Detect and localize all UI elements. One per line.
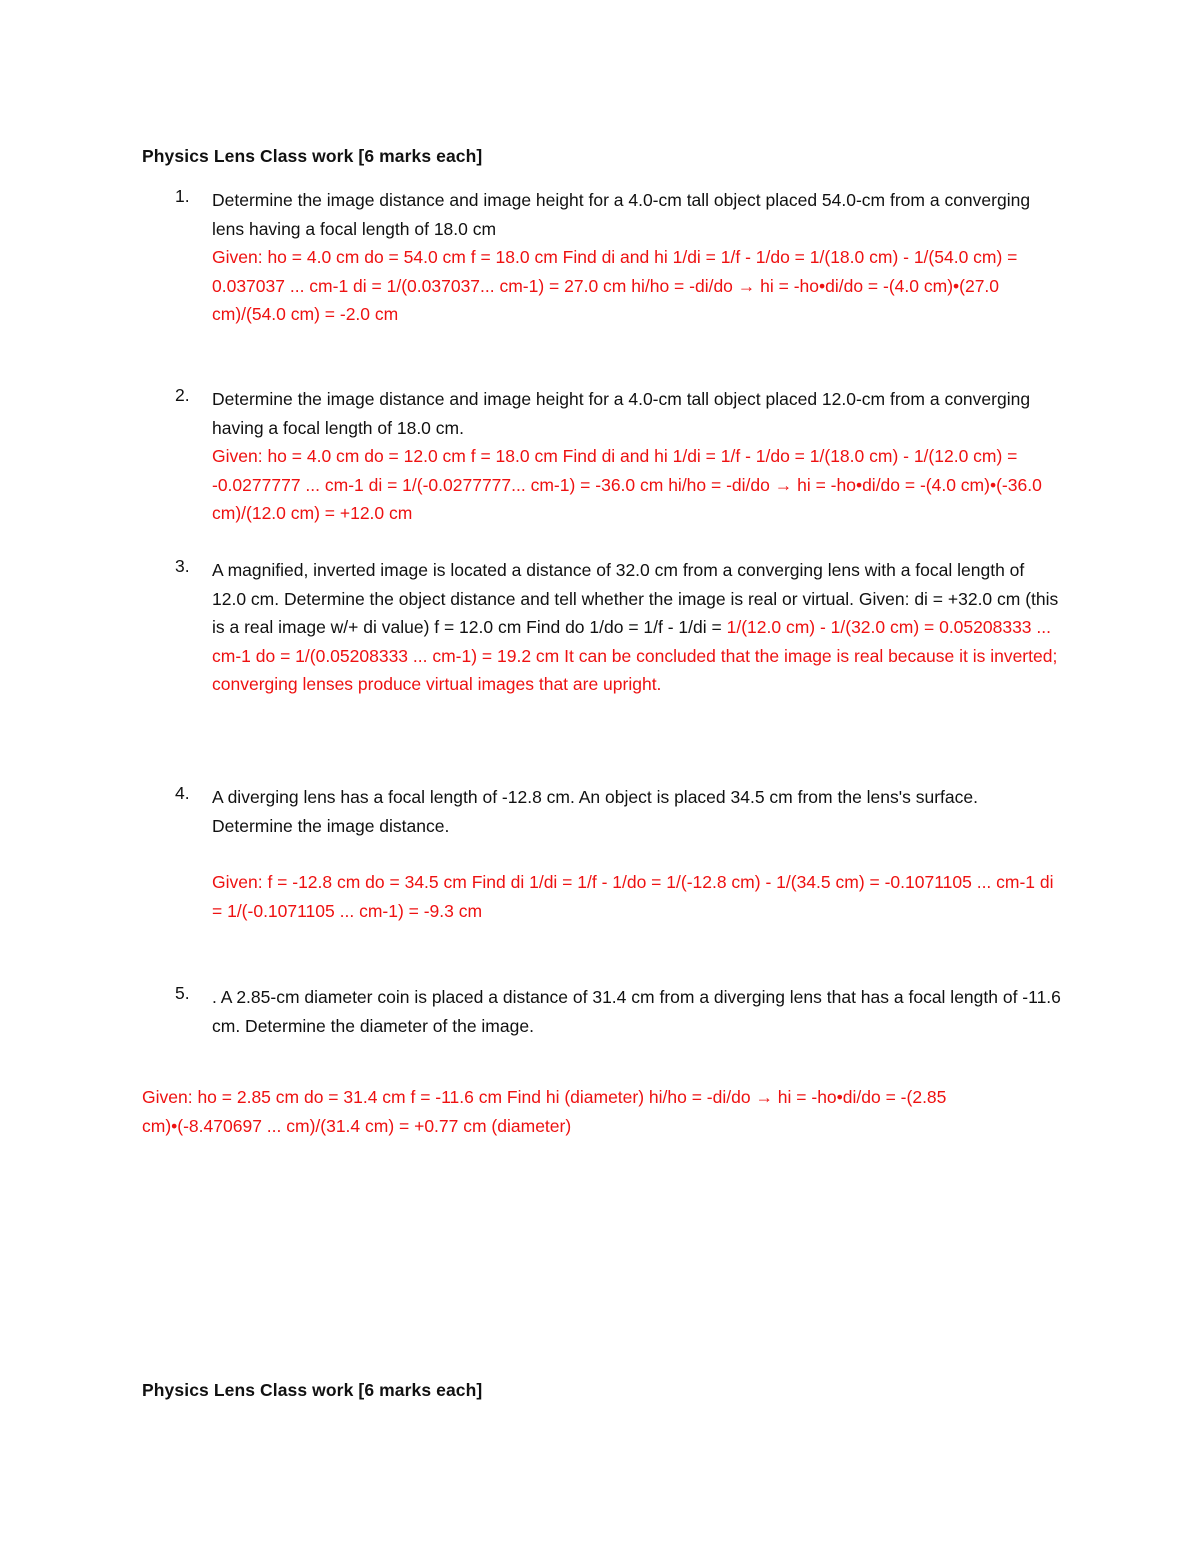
question-text: Determine the image distance and image height for a 4.0-cm tall object placed 12.0-cm from a converging having a focal length of 18.0 cm. bbox=[212, 389, 1031, 438]
answer-text: Given: f = -12.8 cm do = 34.5 cm Find di 1/di = 1/f - 1/do = 1/(-12.8 cm) - 1/(34.5 cm) = -0.1071105 ... cm-1 di = 1/(-0.1071105 ... cm-1) = -9.3 cm bbox=[212, 872, 1054, 921]
question-body bbox=[212, 385, 1062, 528]
question-text: A diverging lens has a focal length of -12.8 cm. An object is placed 34.5 cm from the lens's surface. Determine the image distance. bbox=[212, 787, 978, 836]
page-title: Physics Lens Class work [6 marks each] bbox=[142, 146, 483, 166]
question-sentence: A magnified, inverted image is located a distance of 32.0 cm from a converging lens with a focal length of 12.0 cm. Determine the object distance and tell whether the image is real or virtual. bbox=[212, 560, 1025, 609]
answer-text-5: Given: ho = 2.85 cm do = 31.4 cm f = -11.6 cm Find hi (diameter) hi/ho = -di/do → hi = -ho•di/do = -(2.85 cm)•(-8.470697 ... cm)/(31.4 cm) = +0.77 cm (diameter) bbox=[142, 1087, 947, 1136]
question-body bbox=[212, 983, 1062, 1040]
question-text bbox=[212, 556, 1062, 699]
question-body bbox=[212, 556, 1062, 699]
spacer bbox=[212, 840, 1062, 868]
question-number: 3. bbox=[175, 556, 190, 576]
question-number: 4. bbox=[175, 783, 190, 803]
given-plain-text: Given: di = +32.0 cm (this is a real image w/+ di value) f = 12.0 cm Find do 1/do = 1/f - 1/di = bbox=[212, 588, 1059, 637]
question-text: . A 2.85-cm diameter coin is placed a distance of 31.4 cm from a diverging lens that has a focal length of -11.6 cm. Determine the diameter of the image. bbox=[212, 987, 1061, 1036]
question-body bbox=[212, 186, 1062, 329]
question-number: 2. bbox=[175, 385, 190, 405]
answer-text: Given: ho = 4.0 cm do = 12.0 cm f = 18.0 cm Find di and hi 1/di = 1/f - 1/do = 1/(18.0 cm) - 1/(12.0 cm) = -0.0277777 ... cm-1 di = 1/(-0.0277777... cm-1) = -36.0 cm hi/ho = -di/do → hi = -ho•di/do = -(4.0 cm)•(-36.0 cm)/(12.0 cm) = +12.0 cm bbox=[212, 446, 1042, 523]
question-number: 1. bbox=[175, 186, 190, 206]
question-body bbox=[212, 783, 1062, 925]
question-text: Determine the image distance and image height for a 4.0-cm tall object placed 54.0-cm from a converging lens having a focal length of 18.0 cm bbox=[212, 190, 1031, 239]
answer-text: Given: ho = 4.0 cm do = 54.0 cm f = 18.0 cm Find di and hi 1/di = 1/f - 1/do = 1/(18.0 cm) - 1/(54.0 cm) = 0.037037 ... cm-1 di = 1/(0.037037... cm-1) = 27.0 cm hi/ho = -di/do → hi = -ho•di/do = -(4.0 cm)•(27.0 cm)/(54.0 cm) = -2.0 cm bbox=[212, 247, 1018, 324]
answer-text: 1/(12.0 cm) - 1/(32.0 cm) = 0.05208333 ... cm-1 do = 1/(0.05208333 ... cm-1) = 19.2 cm It can be concluded that the image is real because it is inverted; converging lenses produce virtual images that are upright. bbox=[212, 617, 1058, 694]
question-number: 5. bbox=[175, 983, 190, 1003]
page-title-repeat: Physics Lens Class work [6 marks each] bbox=[142, 1380, 483, 1400]
